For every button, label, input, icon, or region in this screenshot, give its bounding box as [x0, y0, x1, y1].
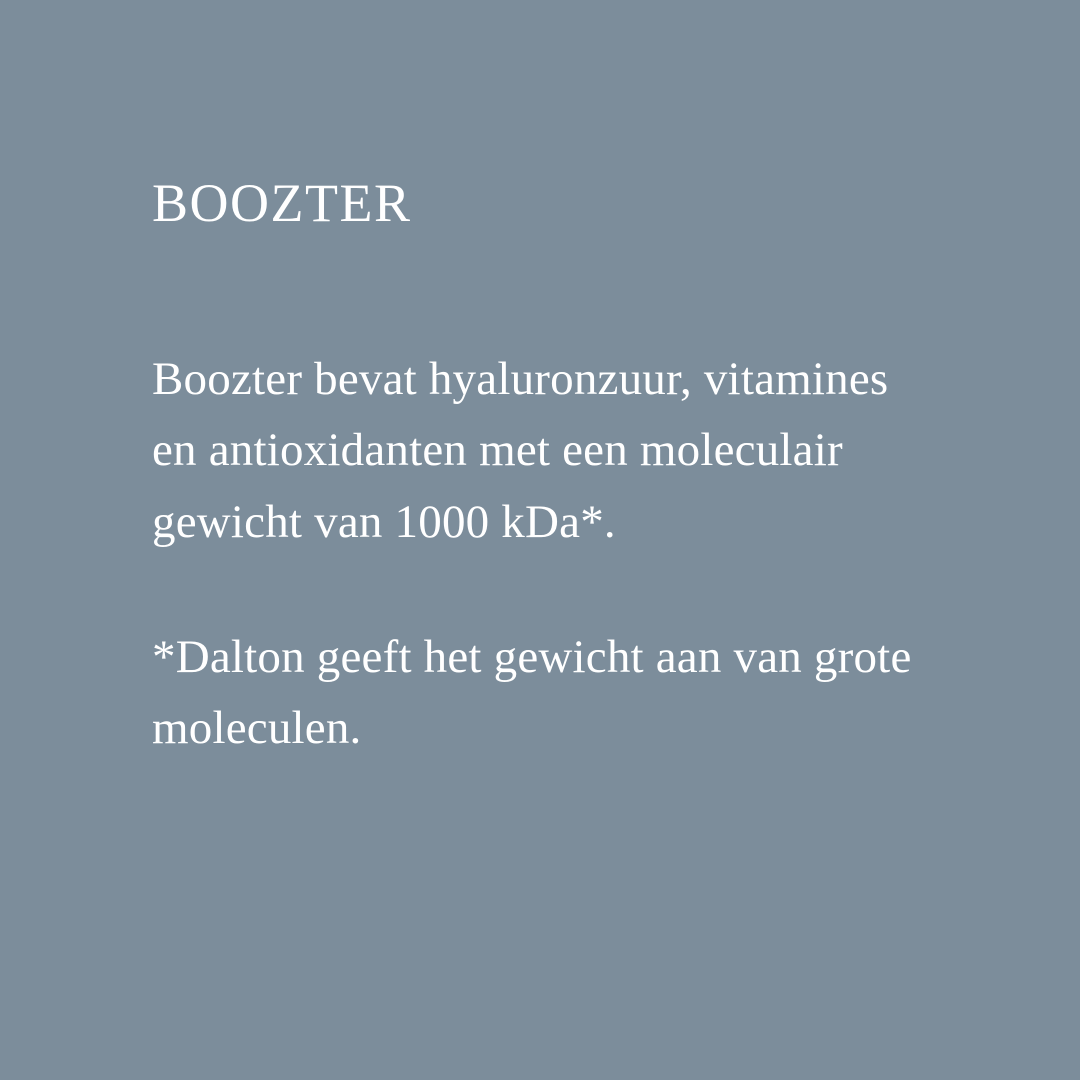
description-paragraph: Boozter bevat hyaluronzuur, vitamines en antioxidanten met een moleculair gewicht van 1000 kDa*.	[152, 352, 889, 548]
body-text-block	[152, 344, 930, 765]
footnote-paragraph: *Dalton geeft het gewicht aan van grote moleculen.	[152, 631, 912, 755]
page-title: BOOZTER	[152, 173, 412, 233]
